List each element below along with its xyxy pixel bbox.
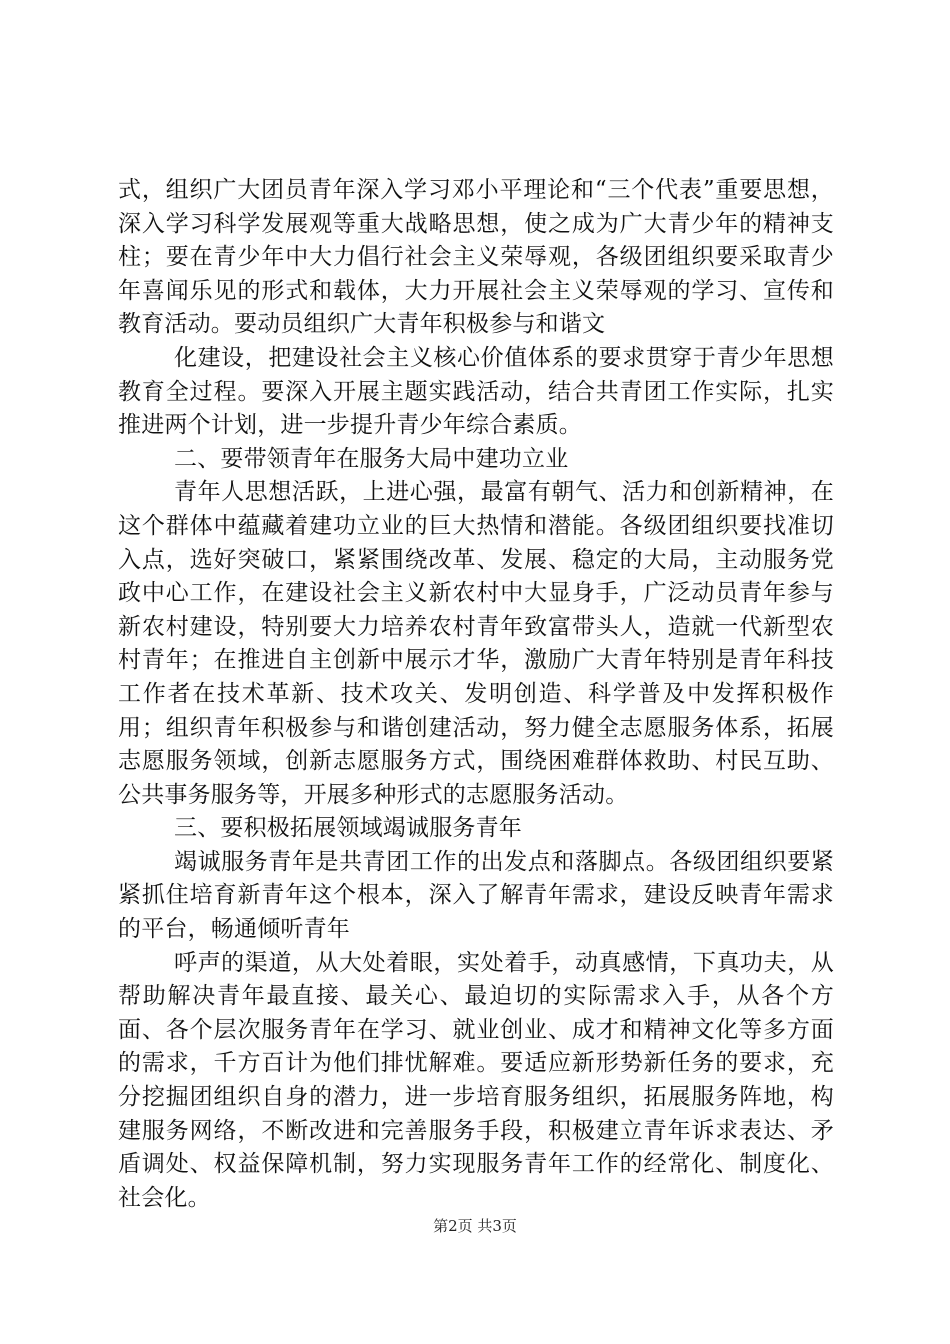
- paragraph-3: 青年人思想活跃，上进心强，最富有朝气、活力和创新精神，在这个群体中蕴藏着建功立业的巨大热情和潜能。各级团组织要找准切入点，选好突破口，紧紧围绕改革、发展、稳定的大局，主动服务党政中心工作，在建设社会主义新农村中大显身手，广泛动员青年参与新农村建设，特别要大力培养农村青年致富带头人，造就一代新型农村青年；在推进自主创新中展示才华，激励广大青年特别是青年科技工作者在技术革新、技术攻关、发明创造、科学普及中发挥积极作用；组织青年积极参与和谐创建活动，努力健全志愿服务体系，拓展志愿服务领域，创新志愿服务方式，围绕困难群体救助、村民互助、公共事务服务等，开展多种形式的志愿服务活动。: [118, 479, 834, 808]
- page-number-label: 第2页 共3页: [433, 1217, 517, 1235]
- paragraph-2: 化建设，把建设社会主义核心价值体系的要求贯穿于青少年思想教育全过程。要深入开展主题实践活动，结合共青团工作实际，扎实推进两个计划，进一步提升青少年综合素质。: [118, 344, 834, 439]
- paragraph-1: 式，组织广大团员青年深入学习邓小平理论和“三个代表”重要思想，深入学习科学发展观等重大战略思想，使之成为广大青少年的精神支柱；要在青少年中大力倡行社会主义荣辱观，各级团组织要采取青少年喜闻乐见的形式和载体，大力开展社会主义荣辱观的学习、宣传和教育活动。要动员组织广大青年积极参与和谐文: [118, 177, 834, 338]
- page-footer: [0, 1216, 950, 1236]
- paragraph-5: 呼声的渠道，从大处着眼，实处着手，动真感情，下真功夫，从帮助解决青年最直接、最关心、最迫切的实际需求入手，从各个方面、各个层次服务青年在学习、就业创业、成才和精神文化等多方面的需求，千方百计为他们排忧解难。要适应新形势新任务的要求，充分挖掘团组织自身的潜力，进一步培育服务组织，拓展服务阵地，构建服务网络，不断改进和完善服务手段，积极建立青年诉求表达、矛盾调处、权益保障机制，努力实现服务青年工作的经常化、制度化、社会化。: [118, 949, 834, 1211]
- paragraph-4: 竭诚服务青年是共青团工作的出发点和落脚点。各级团组织要紧紧抓住培育新青年这个根本，深入了解青年需求，建设反映青年需求的平台，畅通倾听青年: [118, 848, 834, 943]
- document-body: [118, 174, 834, 1215]
- section-heading-2: 二、要带领青年在服务大局中建功立业: [174, 445, 569, 472]
- section-heading-3: 三、要积极拓展领域竭诚服务青年: [174, 815, 522, 842]
